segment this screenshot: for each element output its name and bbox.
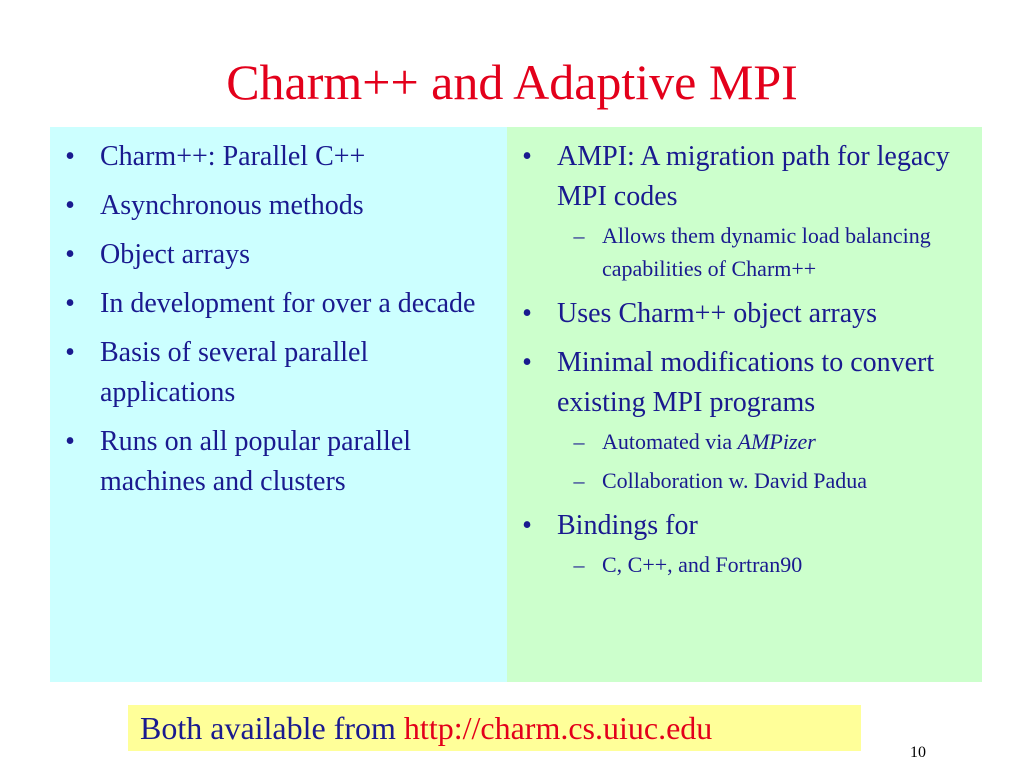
bullet-text: Asynchronous methods xyxy=(100,190,364,221)
bullet-text: In development for over a decade xyxy=(100,288,476,319)
bullet-text: Runs on all popular parallel machines and clusters xyxy=(100,426,412,497)
sub-list xyxy=(557,548,974,581)
bullet-icon: • xyxy=(65,337,75,368)
bullet-text: Basis of several parallel applications xyxy=(100,337,369,408)
bullet-text: Uses Charm++ object arrays xyxy=(557,298,878,329)
sub-bullet-text: Allows them dynamic load balancing capabilities of Charm++ xyxy=(602,223,931,281)
list-item xyxy=(50,186,507,226)
sub-list-item xyxy=(507,464,974,497)
sub-bullet-text: Automated via xyxy=(602,429,738,454)
bullet-icon: • xyxy=(65,239,75,270)
list-item xyxy=(50,284,507,324)
page-number: 10 xyxy=(910,744,926,761)
sub-list xyxy=(557,219,974,285)
availability-text: Both available from xyxy=(140,710,404,746)
left-bullet-list xyxy=(50,137,507,502)
left-panel xyxy=(50,127,507,682)
list-item xyxy=(507,137,982,285)
bullet-icon: • xyxy=(522,141,532,172)
dash-icon: – xyxy=(573,468,585,493)
dash-icon: – xyxy=(573,223,585,248)
bullet-icon: • xyxy=(65,190,75,221)
sub-list-item xyxy=(507,425,974,458)
sub-bullet-text: Collaboration w. David Padua xyxy=(602,468,867,493)
list-item xyxy=(507,294,982,334)
bullet-icon: • xyxy=(522,510,532,541)
bullet-text: Charm++: Parallel C++ xyxy=(100,141,366,172)
right-bullet-list xyxy=(507,137,982,581)
bullet-text: Object arrays xyxy=(100,239,251,270)
bullet-text: AMPI: A migration path for legacy MPI codes xyxy=(557,141,950,212)
charm-url-link[interactable]: http://charm.cs.uiuc.edu xyxy=(403,710,713,746)
right-panel xyxy=(507,127,982,682)
dash-icon: – xyxy=(573,429,585,454)
ampizer-italic: AMPizer xyxy=(737,429,816,454)
list-item xyxy=(507,343,982,497)
sub-list-item xyxy=(507,548,974,581)
list-item xyxy=(50,422,507,502)
sub-list xyxy=(557,425,974,497)
availability-banner xyxy=(128,705,861,751)
sub-bullet-text: C, C++, and Fortran90 xyxy=(602,552,803,577)
bullet-icon: • xyxy=(65,141,75,172)
slide-title: Charm++ and Adaptive MPI xyxy=(226,54,798,110)
list-item xyxy=(50,235,507,275)
dash-icon: – xyxy=(573,552,585,577)
bullet-icon: • xyxy=(522,298,532,329)
list-item xyxy=(50,333,507,413)
bullet-icon: • xyxy=(65,426,75,457)
list-item xyxy=(507,506,982,581)
sub-list-item xyxy=(507,219,974,285)
bullet-text: Minimal modifications to convert existing MPI programs xyxy=(557,347,935,418)
bullet-text: Bindings for xyxy=(557,510,698,541)
list-item xyxy=(50,137,507,177)
bullet-icon: • xyxy=(65,288,75,319)
bullet-icon: • xyxy=(522,347,532,378)
